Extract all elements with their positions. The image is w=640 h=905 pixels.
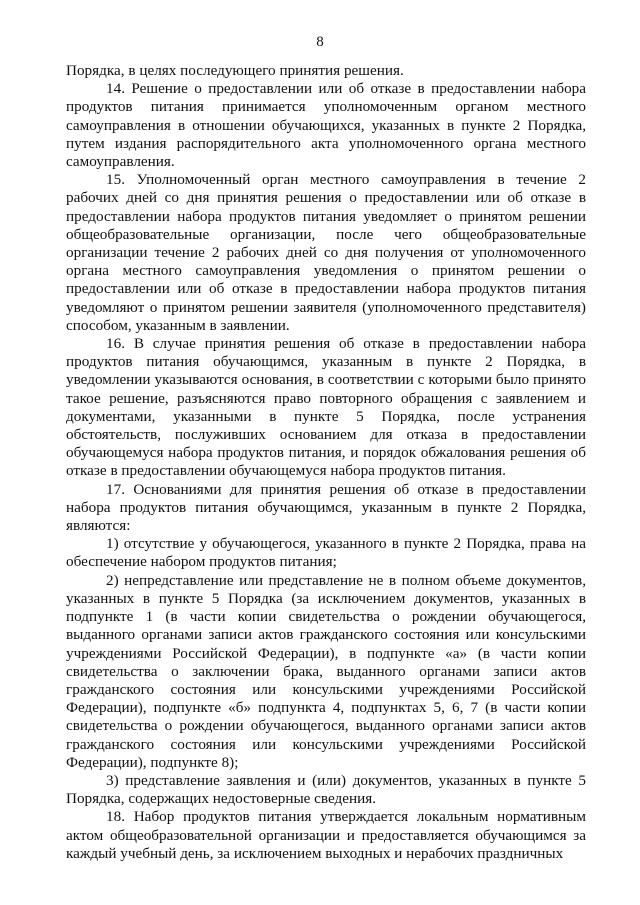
paragraph-17: 17. Основаниями для принятия решения об отказе в предоставлении набора продуктов питания обучающимся, указанным в пункте 2 Порядка, являются: bbox=[66, 480, 586, 535]
paragraph-14: 14. Решение о предоставлении или об отказе в предоставлении набора продуктов питания принимается уполномоченным органом местного самоуправления в отношении обучающихся, указанных в пункте 2 Порядка, путем издания распорядительного акта уполномоченного органа местного самоуправления. bbox=[66, 80, 586, 171]
paragraph-17-item-3: 3) представление заявления и (или) документов, указанных в пункте 5 Порядка, содержащих недостоверные сведения. bbox=[66, 771, 586, 808]
paragraph-15: 15. Уполномоченный орган местного самоуправления в течение 2 рабочих дней со дня принятия решения о предоставлении или об отказе в предоставлении набора продуктов питания уведомляет о принятом решении общеобразовательные организации, после чего общеобразовательные организации течение 2 рабочих дней со дня получения от уполномоченного органа местного самоуправления уведомления о принятом решении о предоставлении или об отказе в предоставлении набора продуктов питания уведомляют о принятом решении заявителя (уполномоченного представителя) способом, указанным в заявлении. bbox=[66, 171, 586, 334]
paragraph-16: 16. В случае принятия решения об отказе в предоставлении набора продуктов питания обучающимся, указанным в пункте 2 Порядка, в уведомлении указываются основания, в соответствии с которыми было принято такое решение, разъясняются право повторного обращения с заявлением и документами, указанными в пункте 5 Порядка, после устранения обстоятельств, послуживших основанием для отказа в предоставлении обучающемуся набора продуктов питания, и порядок обжалования решения об отказе в предоставлении обучающемуся набора продуктов питания. bbox=[66, 335, 586, 480]
paragraph-continuation: Порядка, в целях последующего принятия решения. bbox=[66, 62, 404, 79]
document-body bbox=[66, 62, 586, 863]
paragraph-18: 18. Набор продуктов питания утверждается локальным нормативным актом общеобразовательной организации и предоставляется обучающимся за каждый учебный день, за исключением выходных и нерабочих праздничных bbox=[66, 808, 586, 862]
page-number: 8 bbox=[316, 34, 324, 50]
paragraph-17-item-2: 2) непредставление или представление не в полном объеме документов, указанных в пункте 5 Порядка (за исключением документов, указанных в подпункте 1 (в части копии свидетельства о рождении обучающегося, выданного органами записи актов гражданского состояния или консульскими учреждениями Российской Федерации), в подпункте «а» (в части копии свидетельства о заключении брака, выданного органами записи актов гражданского состояния или консульскими учреждениями Российской Федерации), подпункте «б» подпункта 4, подпунктах 5, 6, 7 (в части копии свидетельства о рождении обучающегося, выданного органами записи актов гражданского состояния или консульскими учреждениями Российской Федерации), подпункте 8); bbox=[66, 571, 586, 771]
paragraph-17-item-1: 1) отсутствие у обучающегося, указанного в пункте 2 Порядка, права на обеспечение набором продуктов питания; bbox=[66, 535, 586, 571]
